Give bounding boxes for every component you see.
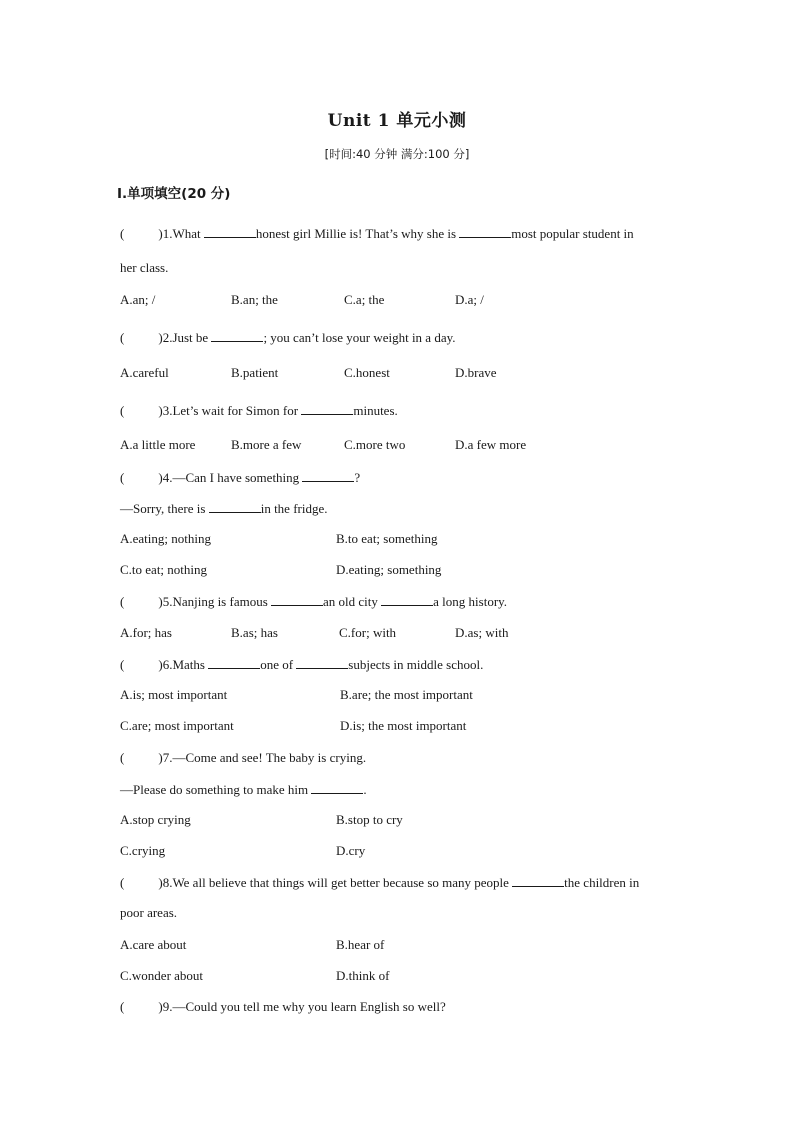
reply-text: in the fridge. <box>260 501 328 516</box>
option-b: B.an; the <box>231 292 278 307</box>
question-text: 1.What <box>162 226 204 241</box>
reply-text: . <box>363 782 367 797</box>
question-8 <box>120 874 639 891</box>
option-d: D.is; the most important <box>340 718 467 733</box>
answer-paren-open: ( <box>120 330 125 345</box>
question-text: subjects in middle school. <box>348 657 484 672</box>
fill-blank <box>301 402 353 415</box>
option-b: B.patient <box>231 365 279 380</box>
answer-paren-open: ( <box>120 657 125 672</box>
answer-paren-close: ) <box>158 875 163 890</box>
answer-paren-open: ( <box>120 875 125 890</box>
question-4-reply <box>120 500 328 517</box>
answer-paren-close: ) <box>158 657 163 672</box>
question-text: a long history. <box>433 594 508 609</box>
option-b: B.to eat; something <box>336 531 438 546</box>
option-c: C.more two <box>344 437 406 452</box>
option-c: C.crying <box>120 843 166 858</box>
option-d: D.brave <box>455 365 497 380</box>
option-d: D.as; with <box>455 625 509 640</box>
answer-paren-open: ( <box>120 470 125 485</box>
question-8-continued: poor areas. <box>120 905 178 920</box>
option-d: D.a few more <box>455 437 527 452</box>
question-1-continued: her class. <box>120 260 169 275</box>
question-text: 3.Let’s wait for Simon for <box>162 403 302 418</box>
answer-paren-close: ) <box>158 470 163 485</box>
fill-blank <box>209 500 261 513</box>
question-6 <box>120 656 483 673</box>
fill-blank <box>459 225 511 238</box>
reply-text: —Please do something to make him <box>120 782 312 797</box>
fill-blank <box>302 469 354 482</box>
answer-paren-open: ( <box>120 750 125 765</box>
fill-blank <box>296 656 348 669</box>
fill-blank <box>271 593 323 606</box>
option-b: B.stop to cry <box>336 812 403 827</box>
answer-paren-open: ( <box>120 226 125 241</box>
option-a: A.careful <box>120 365 169 380</box>
option-b: B.hear of <box>336 937 385 952</box>
option-c: C.to eat; nothing <box>120 562 208 577</box>
question-2 <box>120 329 456 346</box>
fill-blank <box>381 593 433 606</box>
question-3 <box>120 402 398 419</box>
option-a: A.is; most important <box>120 687 228 702</box>
answer-paren-open: ( <box>120 403 125 418</box>
question-7 <box>120 750 366 766</box>
question-9 <box>120 999 446 1015</box>
question-text: 7.—Come and see! The baby is crying. <box>162 750 367 765</box>
option-a: A.stop crying <box>120 812 191 827</box>
fill-blank <box>208 656 260 669</box>
question-text: 2.Just be <box>162 330 212 345</box>
question-5 <box>120 593 507 610</box>
question-text: 4.—Can I have something <box>162 470 303 485</box>
question-text: 9.—Could you tell me why you learn English so well? <box>162 999 446 1014</box>
option-a: A.care about <box>120 937 187 952</box>
option-c: C.wonder about <box>120 968 204 983</box>
question-text: honest girl Millie is! That’s why she is <box>255 226 460 241</box>
option-d: D.cry <box>336 843 366 858</box>
answer-paren-close: ) <box>158 999 163 1014</box>
option-a: A.an; / <box>120 292 156 307</box>
question-1 <box>120 225 634 242</box>
fill-blank <box>311 781 363 794</box>
question-7-reply <box>120 781 367 798</box>
option-c: C.honest <box>344 365 390 380</box>
answer-paren-close: ) <box>158 226 163 241</box>
fill-blank <box>204 225 256 238</box>
question-text: one of <box>260 657 297 672</box>
answer-paren-close: ) <box>158 750 163 765</box>
option-d: D.think of <box>336 968 390 983</box>
question-text: 6.Maths <box>162 657 209 672</box>
question-text: most popular student in <box>511 226 634 241</box>
fill-blank <box>512 874 564 887</box>
option-c: C.are; most important <box>120 718 234 733</box>
answer-paren-close: ) <box>158 403 163 418</box>
answer-paren-open: ( <box>120 999 125 1014</box>
option-b: B.as; has <box>231 625 278 640</box>
fill-blank <box>211 329 263 342</box>
time-score-info: [时间:40 分钟 满分:100 分] <box>324 147 470 161</box>
question-text: 8.We all believe that things will get better because so many people <box>162 875 513 890</box>
option-b: B.are; the most important <box>340 687 473 702</box>
reply-text: —Sorry, there is <box>120 501 209 516</box>
question-text: 5.Nanjing is famous <box>162 594 272 609</box>
answer-paren-close: ) <box>158 594 163 609</box>
section-heading: Ⅰ.单项填空(20 分) <box>117 186 231 202</box>
option-a: A.eating; nothing <box>120 531 211 546</box>
option-c: C.for; with <box>339 625 397 640</box>
answer-paren-close: ) <box>158 330 163 345</box>
option-d: D.a; / <box>455 292 484 307</box>
option-a: A.a little more <box>120 437 196 452</box>
option-c: C.a; the <box>344 292 385 307</box>
option-b: B.more a few <box>231 437 302 452</box>
answer-paren-open: ( <box>120 594 125 609</box>
option-a: A.for; has <box>120 625 172 640</box>
question-text: the children in <box>564 875 640 890</box>
question-text: ? <box>354 470 361 485</box>
question-text: an old city <box>323 594 382 609</box>
question-text: ; you can’t lose your weight in a day. <box>263 330 456 345</box>
option-d: D.eating; something <box>336 562 442 577</box>
question-text: minutes. <box>353 403 398 418</box>
page-title: Unit 1 单元小测 <box>327 111 467 131</box>
question-4 <box>120 469 360 486</box>
